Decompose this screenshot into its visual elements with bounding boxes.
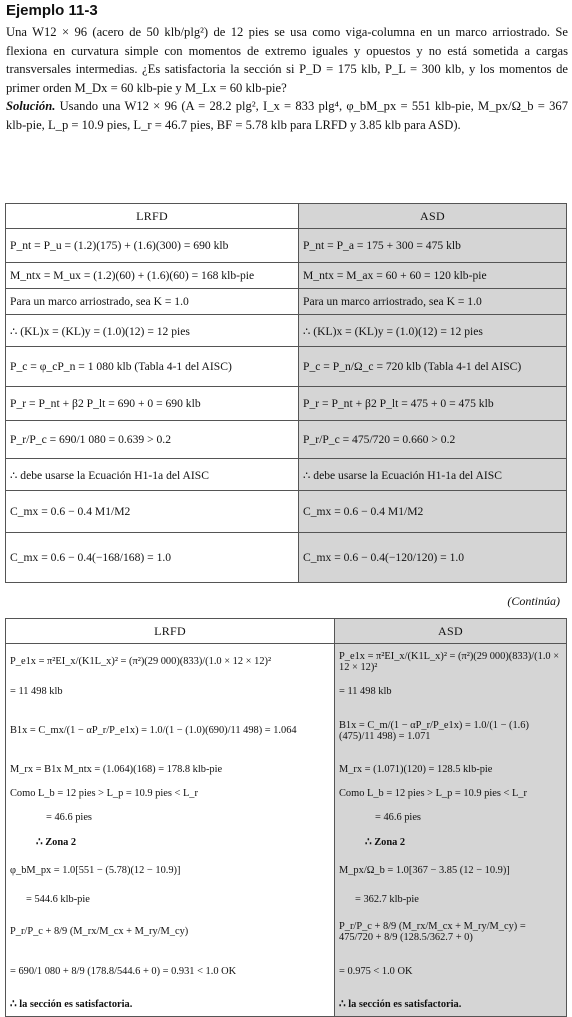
table-row <box>6 830 567 854</box>
asd-cell: P_r/P_c = 475/720 = 0.660 > 0.2 <box>299 421 567 459</box>
table-row <box>6 888 567 912</box>
asd-header: ASD <box>335 619 567 644</box>
problem-text: Una W12 × 96 (acero de 50 klb/plg²) de 12 pies se usa como viga-columna en un marco arriostrado. Se flexiona en curvatura simple con momentos de extremo iguales y opuestos y no está sometida a cargas transversales intermedias. ¿Es satisfactoria la sección si P_D = 175 klb, P_L = 300 klb, y los momentos de primer orden M_Dx = 60 klb-pie y M_Lx = 60 klb-pie? <box>6 25 568 95</box>
lrfd-cell: = 46.6 pies <box>6 806 335 830</box>
asd-cell: M_px/Ω_b = 1.0[367 − 3.85 (12 − 10.9)] <box>335 854 567 888</box>
lrfd-cell: = 544.6 klb-pie <box>6 888 335 912</box>
table-row <box>6 854 567 888</box>
lrfd-cell: P_e1x = π²EI_x/(K1L_x)² = (π²)(29 000)(833)/(1.0 × 12 × 12)² <box>6 644 335 680</box>
lrfd-cell: ∴ Zona 2 <box>6 830 335 854</box>
lrfd-cell: ∴ (KL)x = (KL)y = (1.0)(12) = 12 pies <box>6 315 299 347</box>
table-row <box>6 782 567 806</box>
table-row <box>6 229 567 263</box>
table-row <box>6 758 567 782</box>
table-row <box>6 952 567 992</box>
lrfd-cell: P_nt = P_u = (1.2)(175) + (1.6)(300) = 690 klb <box>6 229 299 263</box>
asd-cell: P_c = P_n/Ω_c = 720 klb (Tabla 4-1 del AISC) <box>299 347 567 387</box>
lrfd-asd-table-1 <box>5 203 567 583</box>
lrfd-cell: = 11 498 klb <box>6 680 335 704</box>
lrfd-cell: P_c = φ_cP_n = 1 080 klb (Tabla 4-1 del AISC) <box>6 347 299 387</box>
table-header-row <box>6 619 567 644</box>
lrfd-cell: C_mx = 0.6 − 0.4 M1/M2 <box>6 491 299 533</box>
asd-cell: ∴ debe usarse la Ecuación H1-1a del AISC <box>299 459 567 491</box>
lrfd-cell: Para un marco arriostrado, sea K = 1.0 <box>6 289 299 315</box>
asd-cell: = 362.7 klb-pie <box>335 888 567 912</box>
solution-label: Solución. <box>6 99 56 113</box>
lrfd-cell: ∴ debe usarse la Ecuación H1-1a del AISC <box>6 459 299 491</box>
table-row <box>6 387 567 421</box>
asd-cell: ∴ la sección es satisfactoria. <box>335 992 567 1017</box>
lrfd-cell: = 690/1 080 + 8/9 (178.8/544.6 + 0) = 0.931 < 1.0 OK <box>6 952 335 992</box>
solution-paragraph <box>6 97 568 134</box>
asd-cell: P_e1x = π²EI_x/(K1L_x)² = (π²)(29 000)(833)/(1.0 × 12 × 12)² <box>335 644 567 680</box>
asd-cell: ∴ Zona 2 <box>335 830 567 854</box>
table-row <box>6 992 567 1017</box>
table-row <box>6 263 567 289</box>
lrfd-cell: Como L_b = 12 pies > L_p = 10.9 pies < L_r <box>6 782 335 806</box>
asd-cell: P_r = P_nt + β2 P_lt = 475 + 0 = 475 klb <box>299 387 567 421</box>
asd-cell: = 46.6 pies <box>335 806 567 830</box>
lrfd-cell: P_r = P_nt + β2 P_lt = 690 + 0 = 690 klb <box>6 387 299 421</box>
lrfd-cell: C_mx = 0.6 − 0.4(−168/168) = 1.0 <box>6 533 299 583</box>
lrfd-cell: ∴ la sección es satisfactoria. <box>6 992 335 1017</box>
asd-cell: ∴ (KL)x = (KL)y = (1.0)(12) = 12 pies <box>299 315 567 347</box>
asd-cell: = 0.975 < 1.0 OK <box>335 952 567 992</box>
example-title: Ejemplo 11-3 <box>6 2 98 19</box>
asd-cell: P_r/P_c + 8/9 (M_rx/M_cx + M_ry/M_cy) = 475/720 + 8/9 (128.5/362.7 + 0) <box>335 912 567 952</box>
asd-cell: C_mx = 0.6 − 0.4 M1/M2 <box>299 491 567 533</box>
table-row <box>6 680 567 704</box>
table-row <box>6 289 567 315</box>
asd-cell: Para un marco arriostrado, sea K = 1.0 <box>299 289 567 315</box>
table-header-row <box>6 204 567 229</box>
lrfd-cell: M_rx = B1x M_ntx = (1.064)(168) = 178.8 klb-pie <box>6 758 335 782</box>
continua-label: (Continúa) <box>507 594 560 608</box>
table-row <box>6 806 567 830</box>
asd-cell: M_rx = (1.071)(120) = 128.5 klb-pie <box>335 758 567 782</box>
lrfd-cell: P_r/P_c = 690/1 080 = 0.639 > 0.2 <box>6 421 299 459</box>
lrfd-cell: φ_bM_px = 1.0[551 − (5.78)(12 − 10.9)] <box>6 854 335 888</box>
lrfd-asd-table-2 <box>5 618 567 1017</box>
table-row <box>6 491 567 533</box>
table-row <box>6 644 567 680</box>
table-row <box>6 315 567 347</box>
asd-cell: B1x = C_m/(1 − αP_r/P_e1x) = 1.0/(1 − (1.6)(475)/11 498) = 1.071 <box>335 704 567 758</box>
asd-header: ASD <box>299 204 567 229</box>
solution-text: Usando una W12 × 96 (A = 28.2 plg², I_x = 833 plg⁴, φ_bM_px = 551 klb-pie, M_px/Ω_b = 367 klb-pie, L_p = 10.9 pies, L_r = 46.7 pies, BF = 5.78 klb para LRFD y 3.85 klb para ASD). <box>6 99 568 132</box>
asd-cell: P_nt = P_a = 175 + 300 = 475 klb <box>299 229 567 263</box>
lrfd-cell: P_r/P_c + 8/9 (M_rx/M_cx + M_ry/M_cy) <box>6 912 335 952</box>
lrfd-header: LRFD <box>6 619 335 644</box>
table-row <box>6 704 567 758</box>
table-row <box>6 459 567 491</box>
asd-cell: = 11 498 klb <box>335 680 567 704</box>
asd-cell: M_ntx = M_ax = 60 + 60 = 120 klb-pie <box>299 263 567 289</box>
table-row <box>6 533 567 583</box>
asd-cell: C_mx = 0.6 − 0.4(−120/120) = 1.0 <box>299 533 567 583</box>
lrfd-cell: M_ntx = M_ux = (1.2)(60) + (1.6)(60) = 168 klb-pie <box>6 263 299 289</box>
table-row <box>6 421 567 459</box>
table-row <box>6 347 567 387</box>
lrfd-cell: B1x = C_mx/(1 − αP_r/P_e1x) = 1.0/(1 − (1.0)(690)/11 498) = 1.064 <box>6 704 335 758</box>
problem-statement <box>6 23 568 134</box>
table-row <box>6 912 567 952</box>
asd-cell: Como L_b = 12 pies > L_p = 10.9 pies < L_r <box>335 782 567 806</box>
lrfd-header: LRFD <box>6 204 299 229</box>
